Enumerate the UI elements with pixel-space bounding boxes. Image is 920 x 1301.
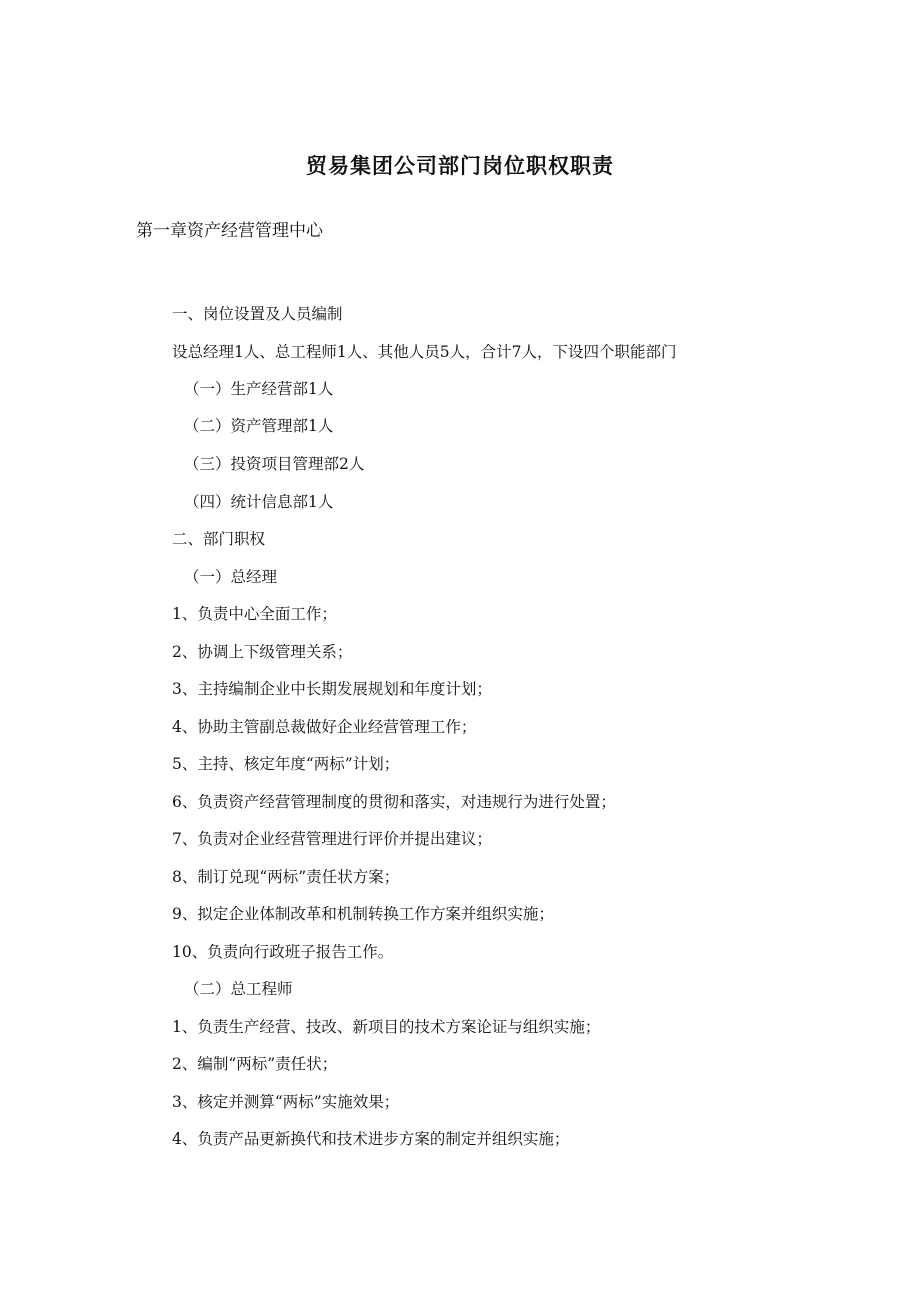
chapter-heading: 第一章资产经营管理中心 — [136, 221, 323, 241]
subsection-heading: （一）总经理 — [184, 568, 278, 586]
staffing-summary: 设总经理1人、总工程师1人、其他人员5人，合计7人，下设四个职能部门 — [172, 343, 677, 361]
subsection-heading: （二）总工程师 — [184, 980, 293, 998]
department-item: （二）资产管理部1人 — [184, 417, 334, 435]
duty-item: 1、负责生产经营、技改、新项目的技术方案论证与组织实施； — [172, 1018, 601, 1036]
duty-item: 2、协调上下级管理关系； — [172, 643, 353, 661]
section-heading: 二、部门职权 — [172, 530, 266, 548]
duty-item: 3、主持编制企业中长期发展规划和年度计划； — [172, 680, 492, 698]
duty-item: 1、负责中心全面工作； — [172, 605, 337, 623]
duty-item: 10、负责向行政班子报告工作。 — [172, 943, 394, 961]
department-item: （一）生产经营部1人 — [184, 380, 334, 398]
section-heading: 一、岗位设置及人员编制 — [172, 305, 343, 323]
department-item: （三）投资项目管理部2人 — [184, 455, 365, 473]
duty-item: 3、核定并测算“两标”实施效果； — [172, 1093, 400, 1111]
duty-item: 5、主持、核定年度“两标”计划； — [172, 755, 400, 773]
department-item: （四）统计信息部1人 — [184, 493, 334, 511]
duty-item: 7、负责对企业经营管理进行评价并提出建议； — [172, 830, 492, 848]
duty-item: 9、拟定企业体制改革和机制转换工作方案并组织实施； — [172, 905, 554, 923]
duty-item: 4、协助主管副总裁做好企业经营管理工作； — [172, 718, 477, 736]
duty-item: 4、负责产品更新换代和技术进步方案的制定并组织实施； — [172, 1130, 570, 1148]
document-title: 贸易集团公司部门岗位职权职责 — [306, 154, 614, 178]
duty-item: 8、制订兑现“两标”责任状方案； — [172, 868, 400, 886]
duty-item: 6、负责资产经营管理制度的贯彻和落实，对违规行为进行处置； — [172, 793, 616, 811]
duty-item: 2、编制“两标”责任状； — [172, 1055, 338, 1073]
